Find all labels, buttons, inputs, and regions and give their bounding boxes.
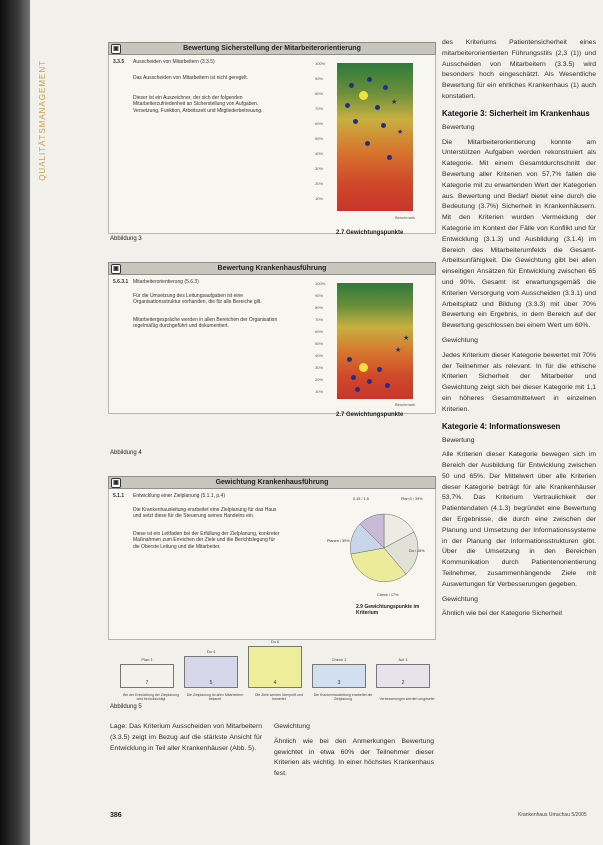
scale-tick: 60% bbox=[315, 121, 324, 126]
criterion-number: 5.6.3.1 bbox=[113, 279, 129, 285]
scale-tick: 30% bbox=[315, 166, 324, 171]
body-subheading: Gewichtung bbox=[442, 336, 478, 344]
criterion-line: Diese ist ein Leitfaden bei der Erfüllung der Zielplanung, konkreter Maßnahmen zum Erreichen der Ziele und die Berichtslegung für die Oberste Leitung und die Mitarbeiter. bbox=[133, 531, 280, 550]
pie-label: 0,15 / 1,5 bbox=[353, 497, 369, 501]
criterion-line: Mitarbeitergespräche werden in allen Bereichen der Organisation regelmäßig durchgeführt und dokumentiert. bbox=[133, 317, 278, 330]
score-point bbox=[347, 357, 352, 362]
book-binding bbox=[0, 0, 30, 845]
box-top-label: Plan 1 bbox=[141, 657, 153, 662]
criterion-line: Dieser ist ein Auszeichner, der sich der folgenden Mitarbeiterzufriedenheit an Sicherstellung von Aufgaben. Versetzung, Funktion, Arbeitszeit und Mitgliederbetreuung. bbox=[133, 95, 263, 114]
scale-tick: 70% bbox=[315, 106, 324, 111]
score-star: ★ bbox=[397, 129, 404, 136]
scale-tick: 100% bbox=[315, 281, 326, 286]
box-value: 4 bbox=[273, 680, 277, 686]
figure-title-bar bbox=[108, 262, 436, 275]
criterion-line: Die Krankenhausleitung erarbeitet eine Zielplanung für das Haus und setzt diese für die Steuerung seines Handelns ein. bbox=[133, 507, 277, 520]
box-caption: Bei der Entwicklung der Zielplanung wird berücksichtigt bbox=[123, 693, 179, 701]
scale-tick: 40% bbox=[315, 151, 324, 156]
body-paragraph: Jedes Kriterium dieser Kategorie bewertet mit 70% der Teilnehmer als relevant. In für die ethische Kriterien Sicherheit der Mitarbeiter und Gewichtung zeigt sich bei dieser Kategorie mit 1,1 ein höheres Gesamtmittelwert in einzelnen Kriterien. bbox=[442, 351, 596, 413]
score-point bbox=[377, 367, 382, 372]
figure-title-bar bbox=[108, 42, 436, 55]
score-point bbox=[381, 123, 386, 128]
score-star: ★ bbox=[395, 347, 402, 354]
score-point bbox=[351, 375, 356, 380]
box-top-label: Do 4 bbox=[206, 649, 216, 654]
scale-labels bbox=[315, 281, 325, 401]
page-footer: Krankenhaus Umschau 5/2005 bbox=[518, 812, 587, 818]
scale-tick: 70% bbox=[315, 317, 324, 322]
scale-tick: 50% bbox=[315, 136, 324, 141]
figure-label: Abbildung 3 bbox=[110, 236, 142, 242]
box-caption: Die Zielplanung ist allen Mitarbeitern bekannt bbox=[186, 693, 244, 701]
score-point bbox=[383, 85, 388, 90]
figure-caption: 2.7 Gewichtungspunkte bbox=[336, 230, 404, 236]
body-paragraph: Lage: Das Kriterium Ausscheiden von Mitarbeitern (3.3.5) zeigt im Bezug auf die stärkste Ansicht für Entwicklung in Teil aller Krankenhäuser (Abb. 5). bbox=[110, 723, 262, 752]
scale-tick: 60% bbox=[315, 329, 324, 334]
scale-labels bbox=[315, 61, 325, 211]
box-caption: Die Ziele werden überprüft und bewertet bbox=[254, 693, 304, 701]
score-point bbox=[345, 103, 350, 108]
box-top-label: Do 6 bbox=[270, 639, 280, 644]
body-subheading: Bewertung bbox=[442, 123, 475, 131]
score-star: ★ bbox=[391, 99, 398, 106]
criterion-number: 3.3.5 bbox=[113, 59, 125, 65]
figure-krankenhausfuehrung bbox=[108, 262, 436, 418]
body-text-column-2 bbox=[274, 722, 434, 784]
scale-tick: 10% bbox=[315, 196, 324, 201]
chart-legend: Benchmark bbox=[395, 215, 416, 220]
box-caption: Die Krankenhausleitung erarbeitet die Zielplanung bbox=[313, 693, 373, 701]
benchmark-marker bbox=[359, 91, 368, 100]
box-value: 7 bbox=[145, 680, 149, 686]
pie-label: Plan 5 / 39% bbox=[401, 497, 423, 501]
scale-tick: 20% bbox=[315, 377, 324, 382]
score-gradient-chart bbox=[337, 63, 413, 211]
figure-label: Abbildung 5 bbox=[110, 704, 142, 710]
box-value: 5 bbox=[209, 680, 213, 686]
section-sidebar-label: QUALITÄTSMANAGEMENT bbox=[38, 60, 47, 181]
page-number: 386 bbox=[110, 812, 122, 819]
figure-caption: 2.7 Gewichtungspunkte bbox=[336, 412, 404, 418]
score-point bbox=[385, 383, 390, 388]
pie-label: Check / 17% bbox=[377, 593, 399, 597]
figure-logo-icon: ▣ bbox=[111, 478, 121, 488]
criteria-box bbox=[248, 639, 304, 701]
score-point bbox=[355, 387, 360, 392]
scale-tick: 20% bbox=[315, 181, 324, 186]
score-point bbox=[365, 141, 370, 146]
body-paragraph: Ähnlich wie bei der Kategorie Sicherheit bbox=[442, 610, 563, 618]
figure-label: Abbildung 4 bbox=[110, 450, 142, 456]
score-point bbox=[349, 83, 354, 88]
figure-logo-icon: ▣ bbox=[111, 44, 121, 54]
criterion-title: Entwicklung einer Zielplanung (5.1.1, p.4) bbox=[133, 493, 225, 499]
body-text-column-1 bbox=[110, 722, 262, 758]
body-paragraph: Die Mitarbeiterorientierung konnte am Unterstützen Aufgaben werden rekonstruiert als Kategorie. Mit einem Gesamtdurchschnitt der Bewertung aller Kriterien von 57,7% fallen die Kategorie mit zu erwartenden Wert der Kategorien aus. Bewertung und Bedarf bietet eine durch die Bedeutung (3.7%) Sicherheit in Krankenhäusern. Mit den Kriterien wurden Vermeidung der Kategorie im Kontext der Fälle von Konflikt und für Entwicklung (3.1.3) und Ausbildung (3.1.4) im Bereich des Mitarbeiterumfelds die Gesamt-Arbeitsunfähigkeit. Die Gewichtung gibt bei allen einseitigen Ansätzen für Entwicklung zwischen 65 und 90%. Gesamt ist erwartungsgemäß die Kriterien Versorgung vom Ausscheiden (3.3.1) und Arbeitsplatz und Bildung (3.3.3) mit über 70% Bewertung ein Ergebnis, in dem Bereich auf der Bewertung geschlossen bei einem Wert um 60%. bbox=[442, 138, 596, 330]
figure-caption: 2.9 Gewichtungspunkte im Kriterium bbox=[356, 604, 420, 616]
document-page bbox=[30, 0, 603, 845]
criteria-box bbox=[184, 649, 244, 701]
scale-tick: 50% bbox=[315, 341, 324, 346]
chart-legend: Benchmark bbox=[395, 402, 416, 407]
criterion-title: Mitarbeiterorientierung (5.6.3) bbox=[133, 279, 199, 285]
criterion-title: Ausscheiden von Mitarbeitern (3.3.5) bbox=[133, 59, 215, 65]
criterion-line: Das Ausscheiden von Mitarbeitern ist nicht geregelt. bbox=[133, 75, 249, 81]
body-paragraph: Ähnlich wie bei den Anmerkungen Bewertung gewichtet in etwa 60% der Teilnehmer dieser Kriterien als wichtig. In einer höchstes Krankenhaus fest. bbox=[274, 737, 434, 778]
body-subheading: Bewertung bbox=[442, 436, 475, 444]
pie-label: Do / 18% bbox=[409, 549, 425, 553]
score-gradient-chart bbox=[337, 283, 413, 399]
box-value: 3 bbox=[337, 680, 341, 686]
box-caption: Verbesserungen werden umgesetzt bbox=[379, 697, 435, 701]
body-paragraph: des Kriteriums Patientensicherheit eines mitarbeiterorientierten Führungsstils (2,3 (1)) und Ausscheiden von Mitarbeitern (3.3.5) wird besonders hoch eingeschätzt. Als Wesentliche Bewertung für ein ehrliches Krankenhaus (1) auch konstatiert. bbox=[442, 39, 596, 100]
box-top-label: Act 1 bbox=[398, 657, 408, 662]
figure-logo-icon: ▣ bbox=[111, 264, 121, 274]
scale-tick: 90% bbox=[315, 76, 324, 81]
figure-title: Bewertung Krankenhausführung bbox=[217, 265, 327, 272]
body-subheading: Gewichtung bbox=[274, 723, 310, 730]
scale-tick: 100% bbox=[315, 61, 326, 66]
score-point bbox=[353, 119, 358, 124]
figure-title: Bewertung Sicherstellung der Mitarbeiterorientierung bbox=[183, 45, 361, 52]
scale-tick: 90% bbox=[315, 293, 324, 298]
weighting-pie-chart bbox=[329, 503, 429, 593]
section-heading: Kategorie 4: Informationswesen bbox=[442, 421, 561, 431]
scale-tick: 80% bbox=[315, 91, 324, 96]
scale-tick: 80% bbox=[315, 305, 324, 310]
figure-title: Gewichtung Krankenhausführung bbox=[215, 479, 329, 486]
figure-body bbox=[108, 275, 436, 414]
scale-tick: 30% bbox=[315, 365, 324, 370]
criteria-box bbox=[312, 657, 373, 701]
figure-mitarbeiterorientierung bbox=[108, 42, 436, 234]
score-point bbox=[387, 155, 392, 160]
score-point bbox=[367, 77, 372, 82]
score-star: ★ bbox=[403, 335, 410, 342]
box-value: 2 bbox=[401, 680, 405, 686]
criterion-number: 5.1.1 bbox=[113, 493, 125, 499]
box-top-label: Check 1 bbox=[331, 657, 347, 662]
scale-tick: 10% bbox=[315, 389, 324, 394]
criterion-line: Für die Umsetzung des Leitungsaufgaben ist eine Organisationsstruktur vorhanden, die für alle Bereiche gilt. bbox=[133, 293, 262, 306]
figure-body bbox=[108, 55, 436, 234]
score-point bbox=[367, 379, 372, 384]
body-text-column-right bbox=[442, 38, 596, 624]
body-paragraph: Alle Kriterien dieser Kategorie bewegen sich im Bereich der Ausbildung für Entwicklung zwischen 50 und 65%. Der Mittelwert über alle Kriterien dieser Kategorie beträgt für alle Krankenhäuser 53,7%. Das Kriterium Vertraulichkeit der Patientendaten (4.1.3) begründet eine Bewertung der Ergebnisse, die durch eine zwischen der Planung und Umsetzung der Informationssysteme in der Planung der Informationsstrukturen gibt. Über die Umsetzung in den Bereichen Kommunikation durch Patientenorientierung Teilnehmer, zusammenhängende Ziele mit Auswertungen für Verbesserungen gegeben. bbox=[442, 451, 596, 588]
benchmark-marker bbox=[359, 363, 368, 372]
pie-label: Planen / 39% bbox=[327, 539, 350, 543]
figure-body bbox=[108, 489, 436, 640]
figure-title-bar bbox=[108, 476, 436, 489]
scale-tick: 40% bbox=[315, 353, 324, 358]
body-subheading: Gewichtung bbox=[442, 595, 478, 603]
score-point bbox=[375, 105, 380, 110]
criteria-box bbox=[376, 657, 435, 701]
criteria-box-row bbox=[112, 640, 440, 704]
criteria-box bbox=[120, 657, 179, 701]
section-heading: Kategorie 3: Sicherheit im Krankenhaus bbox=[442, 108, 590, 118]
figure-gewichtung bbox=[108, 476, 436, 640]
